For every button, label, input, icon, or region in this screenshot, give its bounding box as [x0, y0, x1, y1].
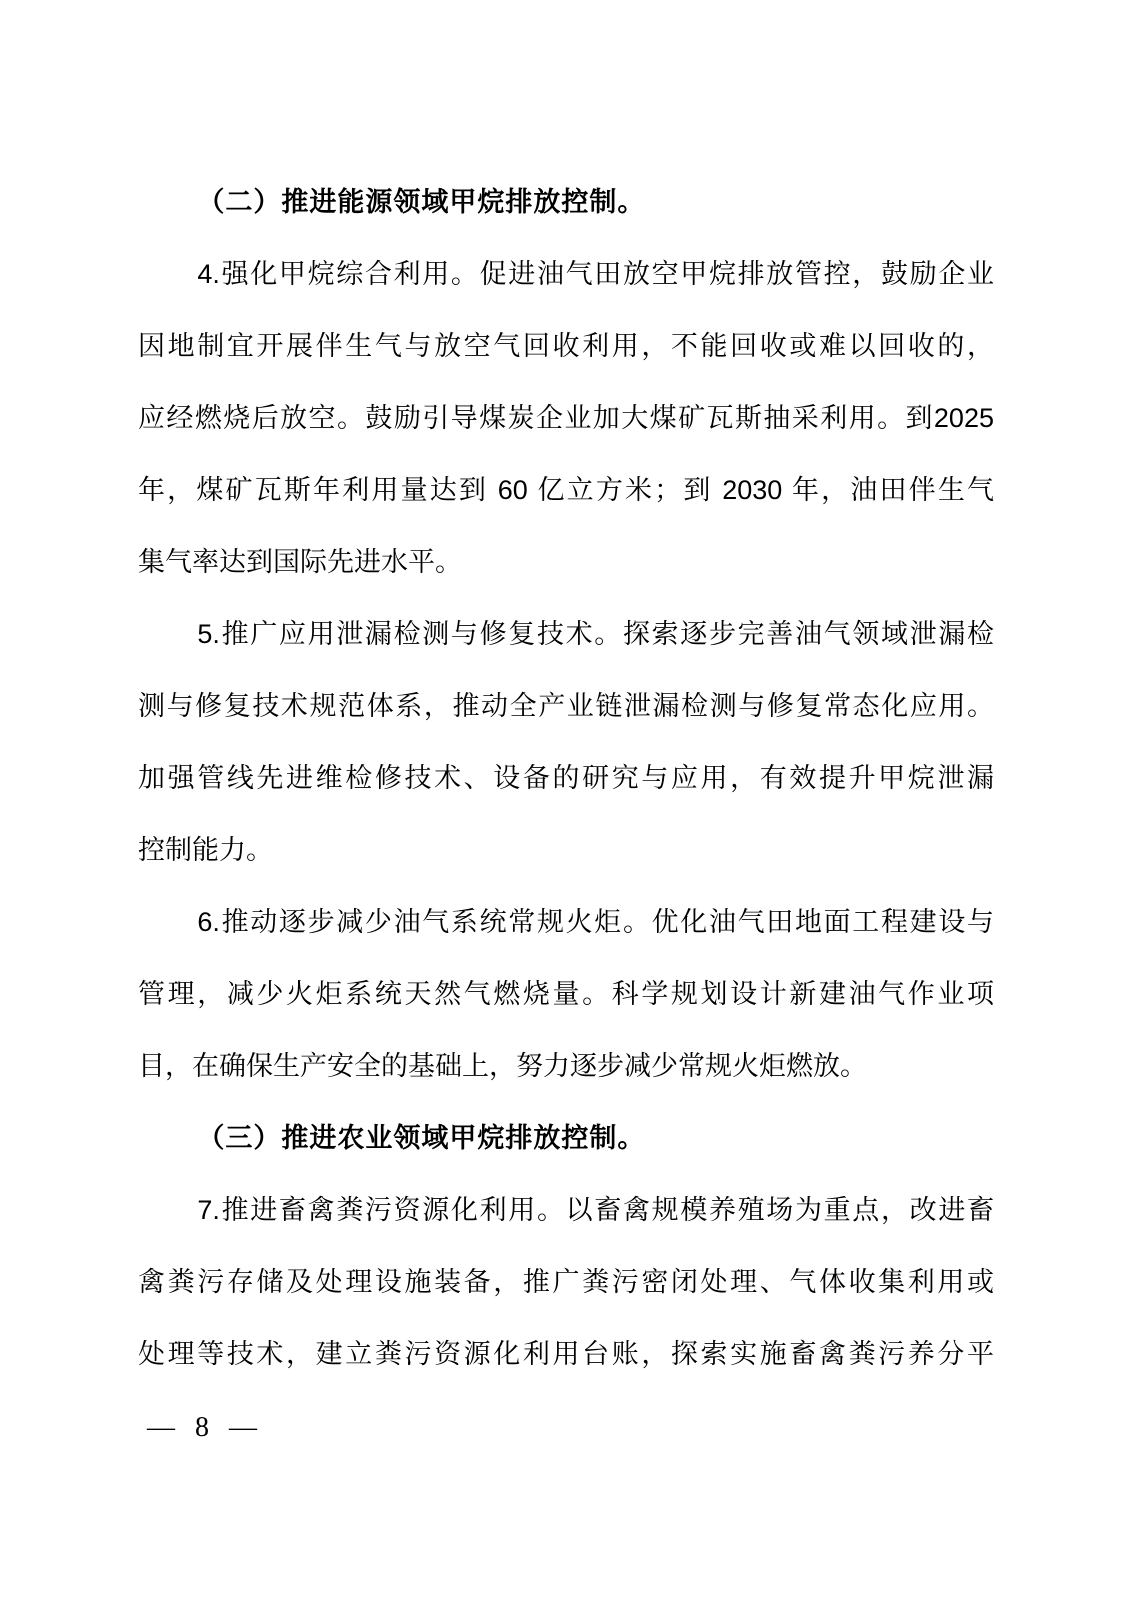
text-line: 应经燃烧后放空。鼓励引导煤炭企业加大煤矿瓦斯抽采利用。到2025 [138, 403, 994, 433]
text-line: 测与修复技术规范体系，推动全产业链泄漏检测与修复常态化应用。 [138, 691, 994, 721]
page-footer [147, 1412, 257, 1444]
text-line: 目，在确保生产安全的基础上，努力逐步减少常规火炬燃放。 [138, 1051, 867, 1081]
paragraph-5 [138, 598, 994, 886]
paragraph-6 [138, 886, 994, 1102]
text-line: 年，煤矿瓦斯年利用量达到 60 亿立方米；到 2030 年，油田伴生气 [138, 475, 994, 505]
paragraph-4 [138, 238, 994, 598]
page-number: 8 [195, 1412, 209, 1443]
footer-right-dash: — [229, 1412, 257, 1443]
text-line: 4.强化甲烷综合利用。促进油气田放空甲烷排放管控，鼓励企业 [197, 259, 994, 289]
heading-line: （三）推进农业领域甲烷排放控制。 [197, 1123, 646, 1153]
text-line: 加强管线先进维检修技术、设备的研究与应用，有效提升甲烷泄漏 [138, 763, 994, 793]
text-line: 管理，减少火炬系统天然气燃烧量。科学规划设计新建油气作业项 [138, 979, 994, 1009]
text-line: 集气率达到国际先进水平。 [138, 547, 462, 577]
text-line: 5.推广应用泄漏检测与修复技术。探索逐步完善油气领域泄漏检 [197, 619, 994, 649]
text-line: 6.推动逐步减少油气系统常规火炬。优化油气田地面工程建设与 [197, 907, 994, 937]
section-heading-2 [138, 166, 994, 238]
text-line: 因地制宜开展伴生气与放空气回收利用，不能回收或难以回收的， [138, 331, 994, 361]
heading-line: （二）推进能源领域甲烷排放控制。 [197, 187, 646, 217]
text-line: 控制能力。 [138, 835, 273, 865]
footer-left-dash: — [147, 1412, 175, 1443]
section-heading-3 [138, 1102, 994, 1174]
text-line: 7.推进畜禽粪污资源化利用。以畜禽规模养殖场为重点，改进畜 [197, 1195, 994, 1225]
document-body [138, 166, 994, 1390]
text-line: 禽粪污存储及处理设施装备，推广粪污密闭处理、气体收集利用或 [138, 1267, 994, 1297]
paragraph-7 [138, 1174, 994, 1390]
text-line: 处理等技术，建立粪污资源化利用台账，探索实施畜禽粪污养分平 [138, 1339, 994, 1369]
